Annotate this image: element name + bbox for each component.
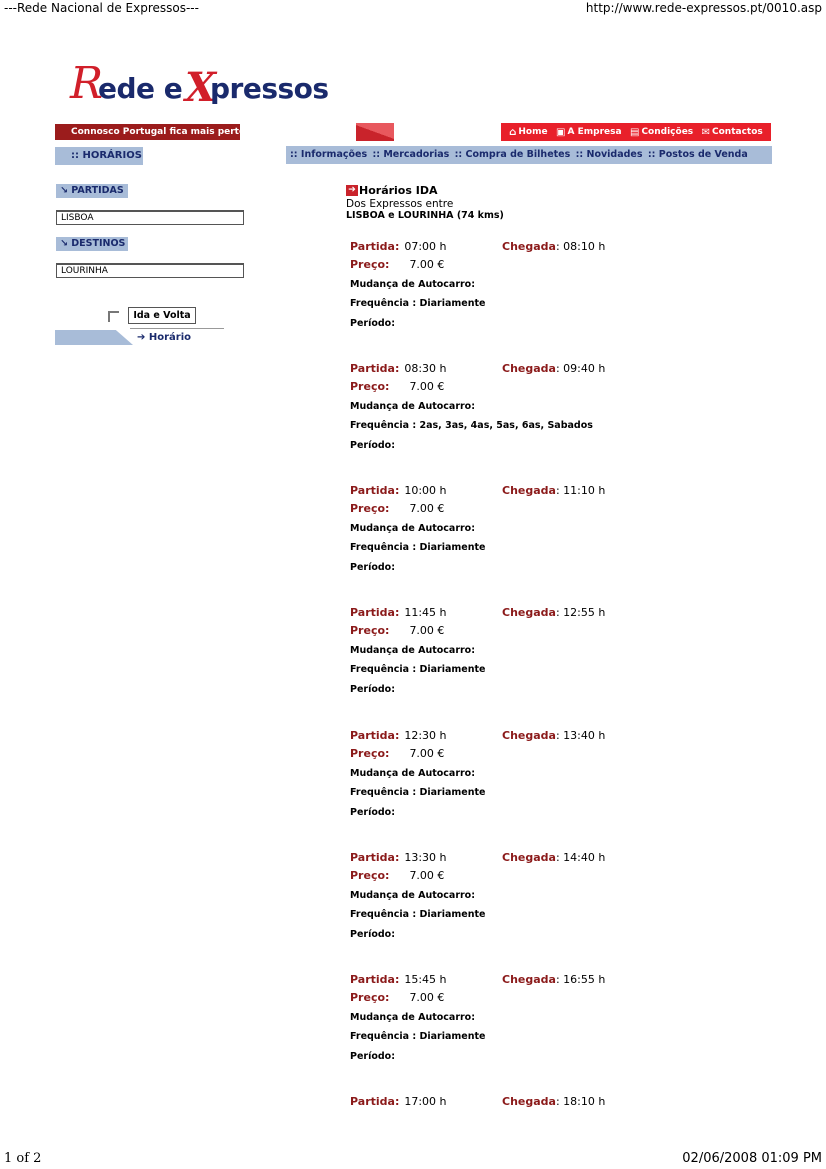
periodo-label: Período: — [350, 440, 395, 451]
chegada-time: : 08:10 h — [555, 240, 606, 253]
chegada-label: Chegada — [502, 851, 556, 864]
frequencia-value: Frequência : Diariamente — [350, 787, 486, 798]
mudanca-label: Mudança de Autocarro: — [350, 890, 476, 901]
destinos-label: ↘ DESTINOS — [56, 237, 128, 251]
partidas-field[interactable]: LISBOA — [56, 210, 244, 225]
partida-time: 13:30 h — [404, 851, 447, 864]
home-icon: ⌂ — [509, 126, 517, 138]
mudanca-label: Mudança de Autocarro: — [350, 1012, 476, 1023]
print-page-number: 1 of 2 — [4, 1151, 42, 1166]
trip-entry — [350, 851, 750, 971]
trip-entry — [350, 484, 750, 604]
document-icon: ▤ — [630, 126, 640, 138]
partida-label: Partida: — [350, 362, 400, 375]
frequencia-value: Frequência : 2as, 3as, 4as, 5as, 6as, Sabados — [350, 420, 593, 431]
nav-home[interactable] — [509, 127, 547, 138]
ida-volta-checkbox[interactable] — [108, 311, 119, 322]
chegada-label: Chegada — [502, 1095, 556, 1108]
divider — [130, 328, 224, 329]
frequencia-value: Frequência : Diariamente — [350, 1031, 486, 1042]
logo-pressos: pressos — [210, 72, 329, 105]
subnav-informacoes[interactable]: :: Informações — [290, 149, 368, 160]
partida-label: Partida: — [350, 851, 400, 864]
partida-label: Partida: — [350, 1095, 400, 1108]
subnav-novidades[interactable]: :: Novidades — [575, 149, 643, 160]
trip-entry — [350, 1095, 750, 1115]
periodo-label: Período: — [350, 807, 395, 818]
slogan-banner: Connosco Portugal fica mais perto — [55, 124, 240, 140]
print-timestamp: 02/06/2008 01:09 PM — [682, 1151, 822, 1166]
chegada-time: : 16:55 h — [555, 973, 606, 986]
chegada-time: : 13:40 h — [555, 729, 606, 742]
nav-contactos-label: Contactos — [712, 127, 763, 137]
section-tab-horarios: :: HORÁRIOS — [55, 147, 143, 165]
results-header — [346, 183, 766, 221]
preco-label: Preço: — [350, 380, 390, 393]
preco-value: 7.00 € — [409, 258, 445, 271]
chegada-label: Chegada — [502, 729, 556, 742]
sub-nav — [286, 146, 772, 164]
arrow-right-icon: ➔ — [346, 185, 358, 196]
subnav-mercadorias[interactable]: :: Mercadorias — [372, 149, 450, 160]
chegada-label: Chegada — [502, 484, 556, 497]
chegada-label: Chegada — [502, 362, 556, 375]
preco-label: Preço: — [350, 258, 390, 271]
chegada-time: : 11:10 h — [555, 484, 606, 497]
trip-entry — [350, 973, 750, 1093]
frequencia-value: Frequência : Diariamente — [350, 664, 486, 675]
chegada-time: : 14:40 h — [555, 851, 606, 864]
horario-button-label: ➔ Horário — [137, 332, 192, 343]
partidas-label: ↘ PARTIDAS — [56, 184, 128, 198]
partida-time: 17:00 h — [404, 1095, 447, 1108]
partida-label: Partida: — [350, 729, 400, 742]
periodo-label: Período: — [350, 1051, 395, 1062]
results-title: Horários IDA — [359, 183, 438, 197]
print-url: http://www.rede-expressos.pt/0010.asp — [585, 1, 822, 15]
nav-condicoes[interactable] — [630, 127, 693, 138]
partida-time: 07:00 h — [404, 240, 447, 253]
partida-time: 08:30 h — [404, 362, 447, 375]
partida-label: Partida: — [350, 240, 400, 253]
frequencia-value: Frequência : Diariamente — [350, 909, 486, 920]
trip-entry — [350, 362, 750, 482]
partida-time: 10:00 h — [404, 484, 447, 497]
subnav-compra-bilhetes[interactable]: :: Compra de Bilhetes — [454, 149, 571, 160]
chegada-time: : 12:55 h — [555, 606, 606, 619]
partida-time: 15:45 h — [404, 973, 447, 986]
trip-entry — [350, 240, 750, 360]
preco-label: Preço: — [350, 747, 390, 760]
chegada-time: : 18:10 h — [555, 1095, 606, 1108]
partida-label: Partida: — [350, 606, 400, 619]
mudanca-label: Mudança de Autocarro: — [350, 401, 476, 412]
destinos-field[interactable]: LOURINHA — [56, 263, 244, 278]
preco-value: 7.00 € — [409, 624, 445, 637]
results-subtitle: Dos Expressos entre — [346, 198, 454, 210]
chegada-time: : 09:40 h — [555, 362, 606, 375]
periodo-label: Período: — [350, 929, 395, 940]
nav-contactos[interactable] — [702, 127, 763, 138]
banner-decoration — [356, 123, 394, 141]
partida-time: 12:30 h — [404, 729, 447, 742]
mudanca-label: Mudança de Autocarro: — [350, 523, 476, 534]
trip-entry — [350, 729, 750, 849]
preco-label: Preço: — [350, 624, 390, 637]
nav-empresa-label: A Empresa — [567, 127, 622, 137]
subnav-postos-venda[interactable]: :: Postos de Venda — [647, 149, 748, 160]
mudanca-label: Mudança de Autocarro: — [350, 279, 476, 290]
horario-button[interactable] — [55, 330, 225, 345]
partida-time: 11:45 h — [404, 606, 447, 619]
logo-r: R — [70, 58, 103, 109]
chegada-label: Chegada — [502, 240, 556, 253]
periodo-label: Período: — [350, 562, 395, 573]
nav-condicoes-label: Condições — [641, 127, 694, 137]
periodo-label: Período: — [350, 318, 395, 329]
frequencia-value: Frequência : Diariamente — [350, 298, 486, 309]
nav-empresa[interactable] — [556, 127, 622, 138]
ida-volta-button[interactable]: Ida e Volta — [128, 307, 196, 324]
bus-icon: ▣ — [556, 126, 566, 138]
partida-label: Partida: — [350, 484, 400, 497]
results-route: LISBOA e LOURINHA (74 kms) — [346, 210, 504, 221]
preco-label: Preço: — [350, 502, 390, 515]
preco-value: 7.00 € — [409, 869, 445, 882]
partida-label: Partida: — [350, 973, 400, 986]
periodo-label: Período: — [350, 684, 395, 695]
chegada-label: Chegada — [502, 973, 556, 986]
mudanca-label: Mudança de Autocarro: — [350, 768, 476, 779]
preco-value: 7.00 € — [409, 991, 445, 1004]
rede-expressos-logo[interactable] — [70, 58, 330, 114]
preco-value: 7.00 € — [409, 747, 445, 760]
envelope-icon: ✉ — [701, 126, 710, 138]
preco-label: Preço: — [350, 991, 390, 1004]
logo-x: X — [185, 64, 217, 111]
logo-ede: ede e — [98, 72, 183, 105]
nav-home-label: Home — [518, 127, 548, 137]
mudanca-label: Mudança de Autocarro: — [350, 645, 476, 656]
frequencia-value: Frequência : Diariamente — [350, 542, 486, 553]
chegada-label: Chegada — [502, 606, 556, 619]
preco-value: 7.00 € — [409, 502, 445, 515]
horario-button-shape — [55, 330, 133, 345]
top-nav — [501, 123, 771, 141]
preco-value: 7.00 € — [409, 380, 445, 393]
trip-entry — [350, 606, 750, 726]
print-page-title: ---Rede Nacional de Expressos--- — [4, 1, 199, 15]
preco-label: Preço: — [350, 869, 390, 882]
